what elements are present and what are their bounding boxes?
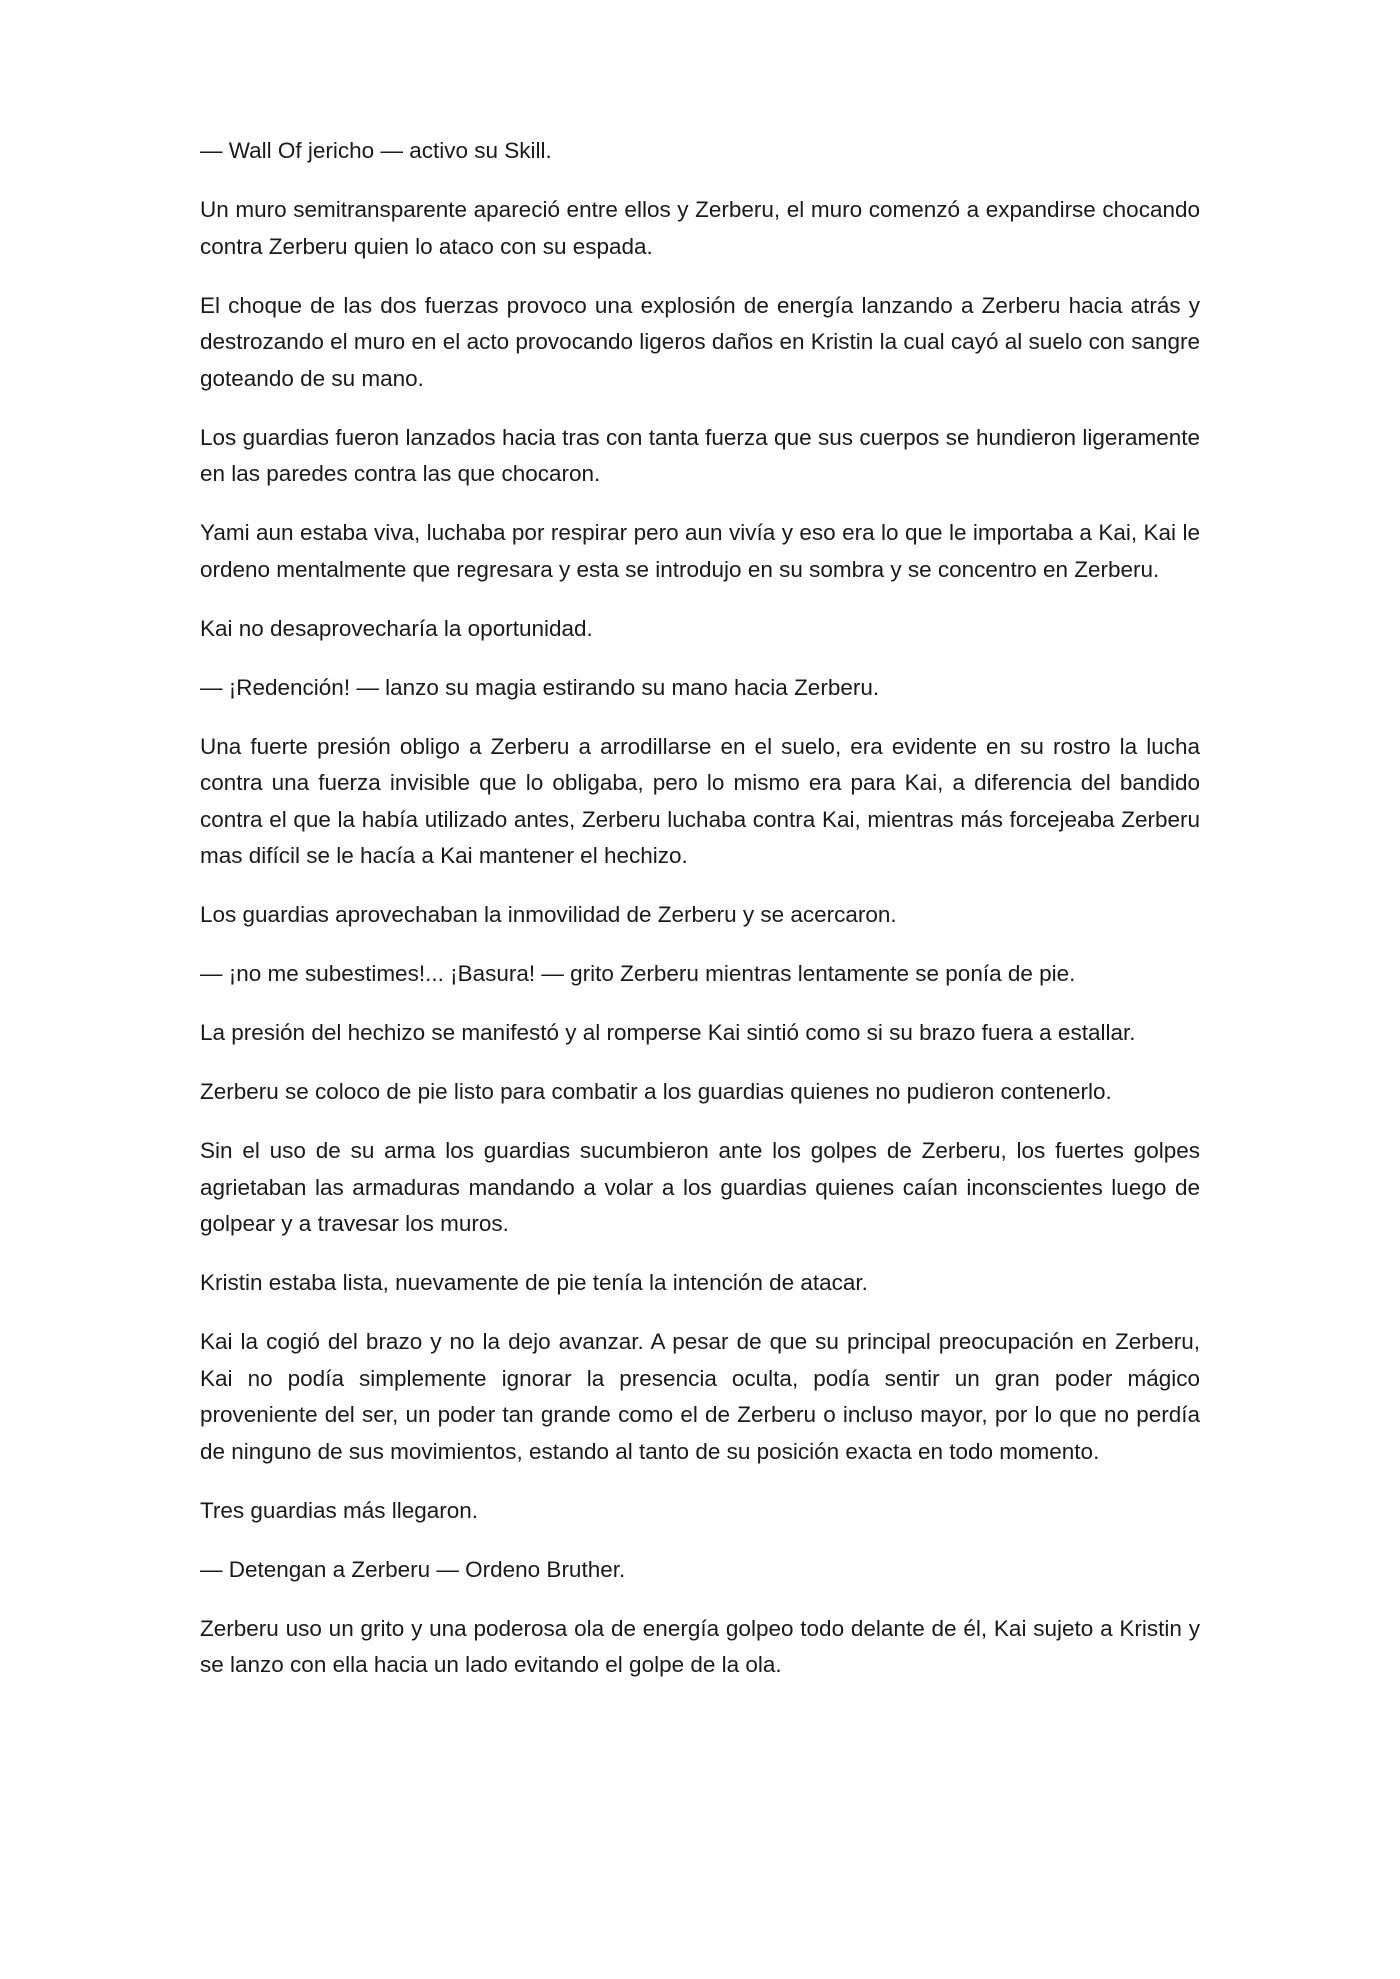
paragraph: Tres guardias más llegaron. (200, 1497, 479, 1523)
document-page (200, 133, 1200, 1706)
paragraph: La presión del hechizo se manifestó y al romperse Kai sintió como si su brazo fuera a estallar. (200, 1020, 1136, 1045)
paragraph: Kai no desaprovecharía la oportunidad. (200, 615, 593, 641)
paragraph: Kristin estaba lista, nuevamente de pie tenía la intención de atacar. (200, 1270, 868, 1295)
paragraph: Los guardias aprovechaban la inmovilidad de Zerberu y se acercaron. (200, 902, 897, 927)
paragraph: — Detengan a Zerberu — Ordeno Bruther. (200, 1556, 626, 1582)
paragraph: Sin el uso de su arma los guardias sucumbieron ante los golpes de Zerberu, los fuertes golpes agrietaban las armaduras mandando a volar a los guardias quienes caían inconscientes luego de golpear y a travesar los muros. (200, 1138, 1200, 1236)
paragraph: El choque de las dos fuerzas provoco una explosión de energía lanzando a Zerberu hacia atrás y destrozando el muro en el acto provocando ligeros daños en Kristin la cual cayó al suelo con sangre goteando de su mano. (200, 292, 1200, 391)
paragraph: Zerberu uso un grito y una poderosa ola de energía golpeo todo delante de él, Kai sujeto a Kristin y se lanzo con ella hacia un lado evitando el golpe de la ola. (200, 1615, 1200, 1677)
paragraph: Los guardias fueron lanzados hacia tras con tanta fuerza que sus cuerpos se hundieron ligeramente en las paredes contra las que chocaron. (200, 424, 1200, 486)
paragraph: Yami aun estaba viva, luchaba por respirar pero aun vivía y eso era lo que le importaba a Kai, Kai le ordeno mentalmente que regresara y esta se introdujo en su sombra y se concentro en Zerberu. (200, 520, 1200, 582)
paragraph: — ¡no me subestimes!... ¡Basura! — grito Zerberu mientras lentamente se ponía de pie. (200, 961, 1076, 986)
paragraph: — Wall Of jericho — activo su Skill. (200, 138, 552, 163)
paragraph: Una fuerte presión obligo a Zerberu a arrodillarse en el suelo, era evidente en su rostro la lucha contra una fuerza invisible que lo obligaba, pero lo mismo era para Kai, a diferencia del bandido contra el que la había utilizado antes, Zerberu luchaba contra Kai, mientras más forcejeaba Zerberu mas difícil se le hacía a Kai mantener el hechizo. (200, 733, 1200, 868)
paragraph: — ¡Redención! — lanzo su magia estirando su mano hacia Zerberu. (200, 674, 880, 700)
paragraph: Kai la cogió del brazo y no la dejo avanzar. A pesar de que su principal preocupación en Zerberu, Kai no podía simplemente ignorar la presencia oculta, podía sentir un gran poder mágico proveniente del ser, un poder tan grande como el de Zerberu o incluso mayor, por lo que no perdía de ninguno de sus movimientos, estando al tanto de su posición exacta en todo momento. (200, 1329, 1200, 1464)
paragraph: Zerberu se coloco de pie listo para combatir a los guardias quienes no pudieron contenerlo. (200, 1079, 1112, 1104)
paragraph: Un muro semitransparente apareció entre ellos y Zerberu, el muro comenzó a expandirse chocando contra Zerberu quien lo ataco con su espada. (200, 197, 1200, 259)
